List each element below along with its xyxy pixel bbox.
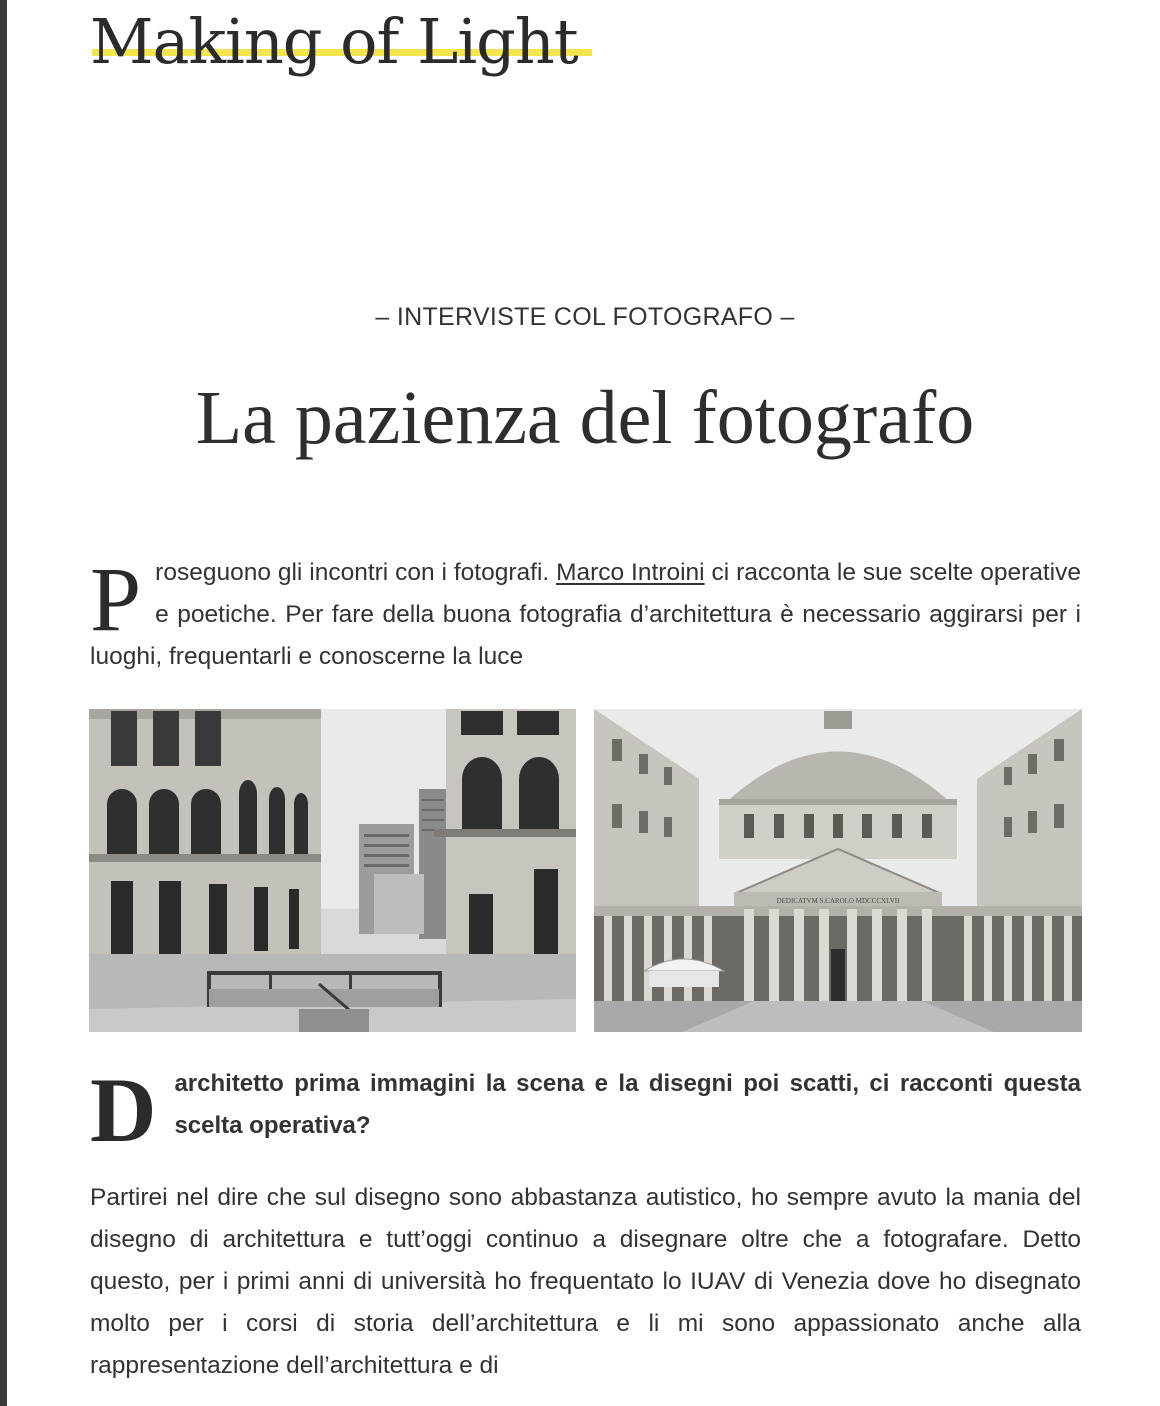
photo-arengario-graphic — [89, 709, 576, 1032]
photo-san-carlo-graphic — [594, 709, 1082, 1032]
site-logo[interactable] — [90, 2, 610, 92]
photo-san-carlo[interactable] — [594, 709, 1082, 1032]
intro-text-start: roseguono gli incontri con i fotografi. — [155, 559, 557, 586]
article-category[interactable]: – INTERVISTE COL FOTOGRAFO – — [375, 303, 795, 331]
intro-dropcap: P — [90, 548, 142, 650]
question-text: architetto prima immagini la scena e la disegni poi scatti, ci racconti questa scelta operativa? — [174, 1070, 1081, 1139]
window-edge — [0, 0, 7, 1406]
article-title: La pazienza del fotografo — [195, 376, 975, 460]
photo-arengario[interactable] — [89, 709, 576, 1032]
question-dropcap: D — [90, 1059, 157, 1161]
intro-text-end: ci racconta le sue scelte operative e poetiche. Per fare della buona fotografia d’architettura è necessario aggirarsi per i luoghi, frequentarli e conoscerne la luce — [90, 559, 1081, 670]
svg-text:DEDICATVM S.CAROLO MDCCCXLVII: DEDICATVM S.CAROLO MDCCCXLVII — [776, 897, 900, 905]
intro-paragraph — [90, 548, 1081, 678]
interview-answer: Partirei nel dire che sul disegno sono abbastanza autistico, ho sempre avuto la mania del disegno di architettura e tutt’oggi continuo a disegnare oltre che a fotografare. Detto questo, per i primi anni di università ho frequentato lo IUAV di Venezia dove ho disegnato molto per i corsi di storia dell’architettura e li mi sono appassionato anche alla rappresentazione dell’architettura e di — [90, 1184, 1081, 1379]
author-link[interactable]: Marco Introini — [556, 559, 705, 586]
logo-text: Making of Light — [90, 5, 578, 78]
interview-question — [90, 1059, 1081, 1161]
